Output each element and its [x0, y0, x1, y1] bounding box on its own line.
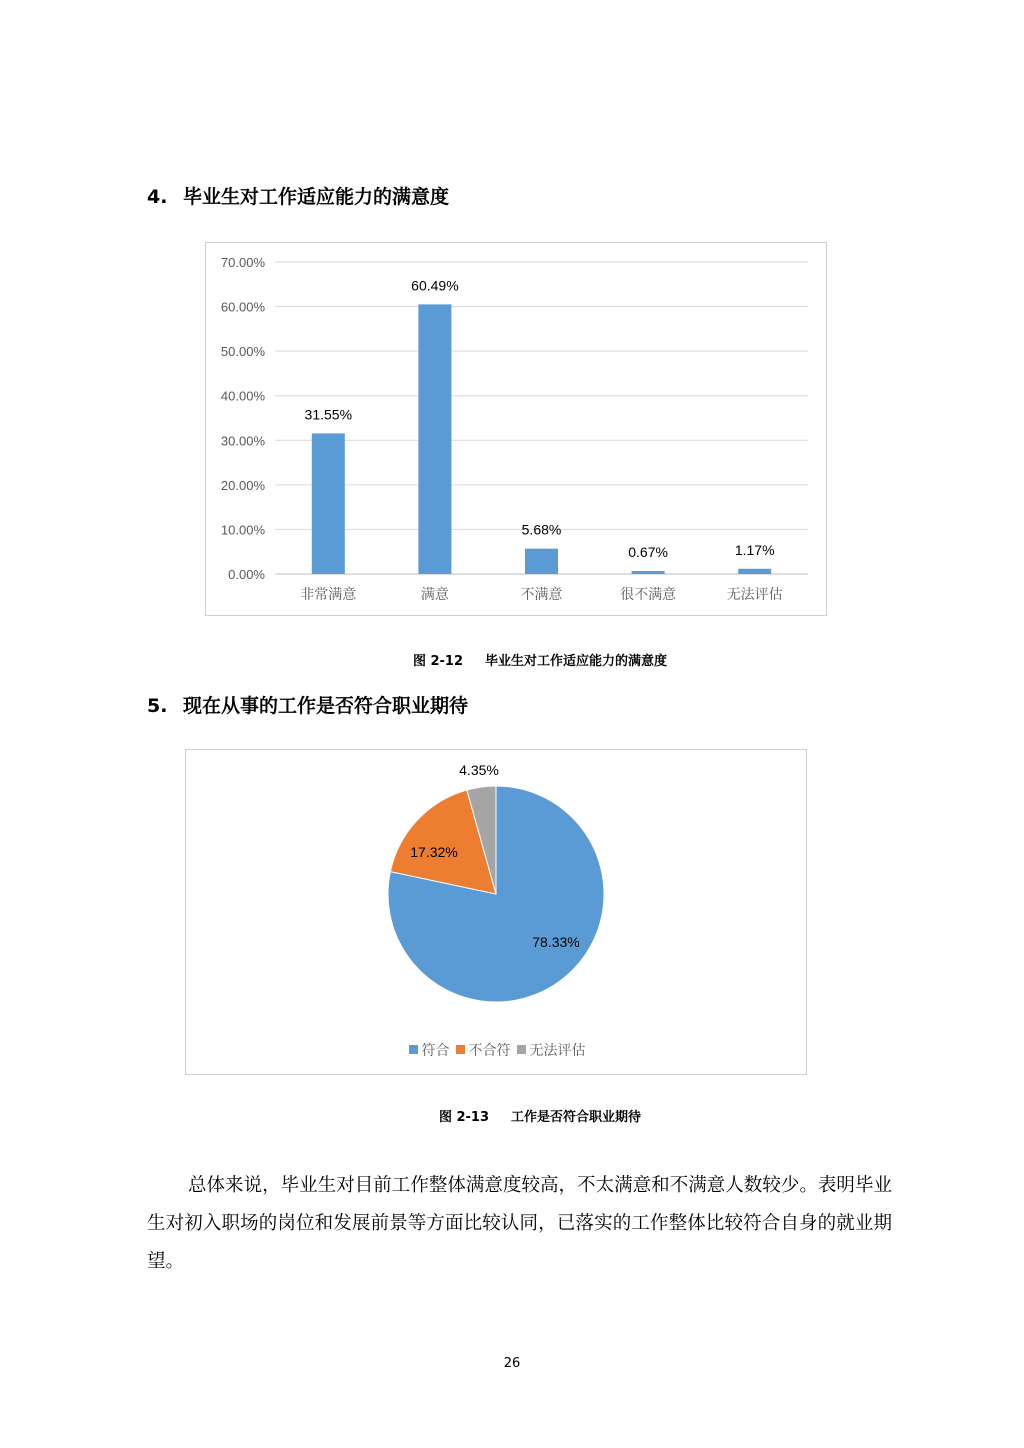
pie-data-label: 17.32% [410, 844, 458, 860]
legend-label: 无法评估 [529, 1043, 586, 1059]
legend-item [456, 1040, 511, 1060]
pie-data-label: 78.33% [532, 934, 580, 950]
summary-paragraph: 总体来说，毕业生对目前工作整体满意度较高，不太满意和不满意人数较少。表明毕业生对初入职场的岗位和发展前景等方面比较认同，已落实的工作整体比较符合自身的就业期望。 [147, 1175, 892, 1272]
figure-2-12-caption [52, 650, 1024, 669]
y-tick-label: 30.00% [220, 433, 265, 449]
bar [525, 549, 558, 574]
pie-data-label: 4.35% [459, 762, 499, 778]
bar [312, 433, 345, 574]
bar [632, 571, 665, 574]
legend-item [517, 1040, 586, 1060]
x-category-label: 无法评估 [726, 587, 783, 603]
section-4-heading [147, 185, 449, 209]
figure-2-13-title: 工作是否符合职业期待 [511, 1110, 642, 1125]
x-category-label: 满意 [420, 587, 449, 603]
pie-chart [185, 749, 807, 1075]
bar-chart-svg [206, 243, 828, 617]
legend-swatch [517, 1045, 526, 1054]
bar-data-label: 31.55% [304, 406, 353, 423]
section-5-number: 5. [147, 695, 168, 717]
y-tick-label: 0.00% [228, 567, 265, 582]
section-5-title: 现在从事的工作是否符合职业期待 [183, 695, 469, 717]
section-4-title: 毕业生对工作适应能力的满意度 [183, 186, 450, 208]
bar-data-label: 1.17% [734, 541, 775, 558]
figure-2-12-title: 毕业生对工作适应能力的满意度 [485, 654, 668, 669]
y-tick-label: 70.00% [220, 255, 265, 270]
figure-2-12-number: 图 2-12 [412, 654, 464, 669]
y-tick-label: 20.00% [220, 477, 265, 493]
x-category-label: 非常满意 [300, 587, 357, 603]
x-category-label: 不满意 [520, 587, 563, 603]
bar-data-label: 60.49% [411, 277, 459, 294]
section-4-number: 4. [147, 186, 168, 208]
y-tick-label: 40.00% [220, 388, 265, 404]
y-tick-label: 50.00% [220, 344, 265, 360]
legend-label: 不合符 [468, 1043, 511, 1059]
bar [418, 304, 451, 574]
figure-2-13-number: 图 2-13 [438, 1110, 490, 1125]
figure-2-13-caption [52, 1106, 1024, 1125]
y-tick-label: 60.00% [220, 299, 265, 315]
bar-data-label: 0.67% [628, 544, 668, 561]
bar [738, 569, 771, 574]
bar-data-label: 5.68% [521, 521, 562, 538]
legend-swatch [456, 1045, 465, 1054]
pie-chart-svg [186, 750, 808, 1076]
y-tick-label: 10.00% [220, 522, 265, 538]
legend-item [409, 1040, 450, 1060]
x-category-label: 很不满意 [620, 587, 677, 603]
legend-swatch [409, 1045, 418, 1054]
bar-chart [205, 242, 827, 616]
page-number: 26 [503, 1356, 521, 1371]
legend-label: 符合 [421, 1043, 450, 1059]
pie-legend [186, 1040, 808, 1060]
section-5-heading [147, 694, 468, 718]
